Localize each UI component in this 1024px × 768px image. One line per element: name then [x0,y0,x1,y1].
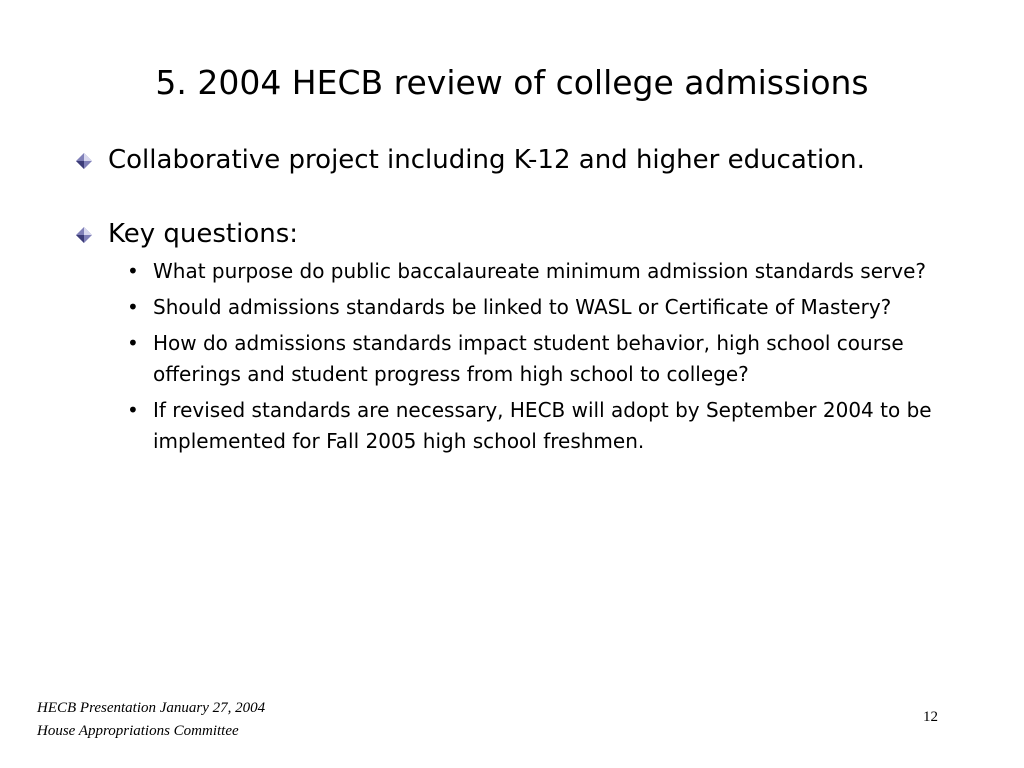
bullet-key-questions [76,216,956,252]
list-item [121,395,956,457]
slide-content [76,142,956,462]
list-item-text: What purpose do public baccalaureate minimum admission standards serve? [153,259,926,283]
diamond-bullet-icon [76,227,92,243]
list-item [121,256,956,287]
page-number: 12 [923,709,938,725]
slide-title: 5. 2004 HECB review of college admissions [155,63,869,102]
bullet-dot: • [127,259,139,283]
footer [37,697,265,743]
bullet-dot: • [127,398,139,422]
bullet-dot: • [127,295,139,319]
bullet-collaborative-project [76,142,956,178]
footer-committee: House Appropriations Committee [37,723,239,739]
key-questions-list [76,256,956,457]
list-item [121,292,956,323]
footer-presentation-date: HECB Presentation January 27, 2004 [37,700,266,716]
diamond-bullet-icon [76,153,92,169]
bullet-text: Key questions: [108,219,299,249]
list-item-text: How do admissions standards impact student behavior, high school course offerings and student progress from high school to college? [153,331,904,386]
list-item-text: If revised standards are necessary, HECB will adopt by September 2004 to be implemented for Fall 2005 high school freshmen. [153,398,932,453]
bullet-dot: • [127,331,139,355]
list-item [121,328,956,390]
bullet-text: Collaborative project including K-12 and higher education. [108,145,865,175]
list-item-text: Should admissions standards be linked to WASL or Certificate of Mastery? [153,295,892,319]
